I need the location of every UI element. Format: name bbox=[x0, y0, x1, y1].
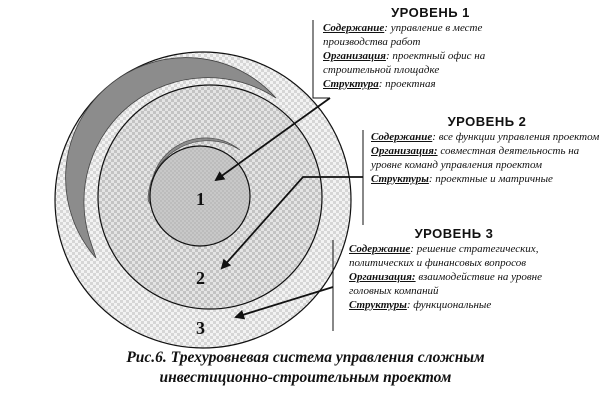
level-3-org-text: взаимодействие на уровне головных компаний bbox=[349, 271, 543, 297]
level-3-struct-label: Структуры bbox=[349, 299, 407, 311]
level-2-description bbox=[371, 115, 603, 186]
level-2-number: 2 bbox=[196, 268, 205, 288]
level-1-org-text: : проектный офис на строительной площадке bbox=[323, 50, 486, 76]
level-3-number: 3 bbox=[196, 318, 205, 338]
level-1-content-text: : управление в месте производства работ bbox=[323, 22, 483, 48]
level-1-title: УРОВЕНЬ 1 bbox=[391, 5, 470, 20]
level-2-struct-text: : проектные и матричные bbox=[428, 173, 553, 185]
level-3-org-label: Организация: bbox=[349, 271, 416, 283]
level-2-content-text: : все функции управления проектом bbox=[432, 131, 600, 143]
figure-caption-line-1: Рис.6. Трехуровневая система управления сложным bbox=[126, 349, 485, 366]
level-1-number: 1 bbox=[196, 189, 205, 209]
level-3-content-label: Содержание bbox=[349, 243, 411, 255]
level-1-struct-text: : проектная bbox=[378, 78, 436, 90]
level-1-struct-label: Структура bbox=[323, 78, 379, 90]
level-2-org-text: совместная деятельность на уровне команд управления проектом bbox=[371, 145, 580, 171]
level-3-description bbox=[349, 227, 559, 312]
level-2-content-label: Содержание bbox=[371, 131, 433, 143]
level-2-struct-label: Структуры bbox=[371, 173, 429, 185]
level-3-struct-text: : функциональные bbox=[406, 299, 492, 311]
level-2-title: УРОВЕНЬ 2 bbox=[447, 114, 527, 129]
level-1-description bbox=[323, 6, 538, 91]
level-3-content-text: : решение стратегических, политических и финансовых вопросов bbox=[349, 243, 539, 269]
figure-caption-line-2: инвестиционно-строительным проектом bbox=[159, 369, 452, 386]
level-1-content-label: Содержание bbox=[323, 22, 385, 34]
level-1-org-label: Организация bbox=[323, 50, 386, 62]
level-3-title: УРОВЕНЬ 3 bbox=[414, 226, 494, 241]
level-2-org-label: Организация: bbox=[371, 145, 438, 157]
